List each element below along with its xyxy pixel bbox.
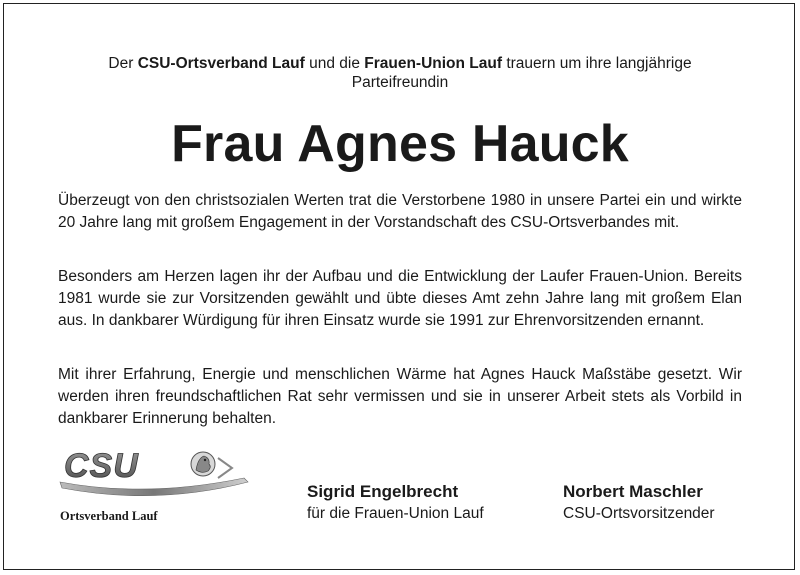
logo-wordmark: CSU [64, 447, 139, 485]
signature-frauen-union [307, 481, 484, 525]
logo-caption: Ortsverband Lauf [60, 509, 158, 523]
signatory-role: für die Frauen-Union Lauf [307, 505, 484, 522]
lion-emblem-icon [191, 452, 215, 476]
paragraph-3: Mit ihrer Erfahrung, Energie und menschlichen Wärme hat Agnes Hauck Maßstäbe gesetzt. Wir werden ihren freundschaftlichen Rat sehr vermissen und sie in unserer Arbeit stets als Vorbild in dankbarer Erinnerung behalten. [58, 366, 742, 427]
signatory-name: Sigrid Engelbrecht [307, 482, 459, 501]
signature-csu [563, 481, 715, 525]
csu-logo-graphic [56, 444, 266, 506]
logo-chevron [218, 458, 232, 478]
intro-text [40, 54, 760, 92]
intro-line2: Parteifreundin [351, 74, 449, 91]
intro-org-csu: CSU-Ortsverband Lauf [137, 55, 305, 72]
deceased-name: Frau Agnes Hauck [171, 115, 629, 173]
intro-prefix: Der [108, 55, 138, 72]
intro-suffix: trauern um ihre langjährige [502, 55, 692, 72]
intro-middle: und die [304, 55, 365, 72]
paragraph-2: Besonders am Herzen lagen ihr der Aufbau und die Entwicklung der Laufer Frauen-Union. Bereits 1981 wurde sie zur Vorsitzenden gewählt und übte dieses Amt zehn Jahre lang mit großem Elan aus. In dankbarer Würdigung für ihren Einsatz wurde sie 1991 zur Ehrenvorsitzenden ernannt. [58, 268, 742, 329]
intro-org-frauen-union: Frauen-Union Lauf [364, 55, 503, 72]
signatory-role: CSU-Ortsvorsitzender [563, 505, 715, 522]
paragraph-1: Überzeugt von den christsozialen Werten trat die Verstorbene 1980 in unsere Partei ein und wirkte 20 Jahre lang mit großem Engagement in der Vorstandschaft des CSU-Ortsverbandes mit. [58, 192, 742, 231]
signatory-name: Norbert Maschler [563, 482, 703, 501]
